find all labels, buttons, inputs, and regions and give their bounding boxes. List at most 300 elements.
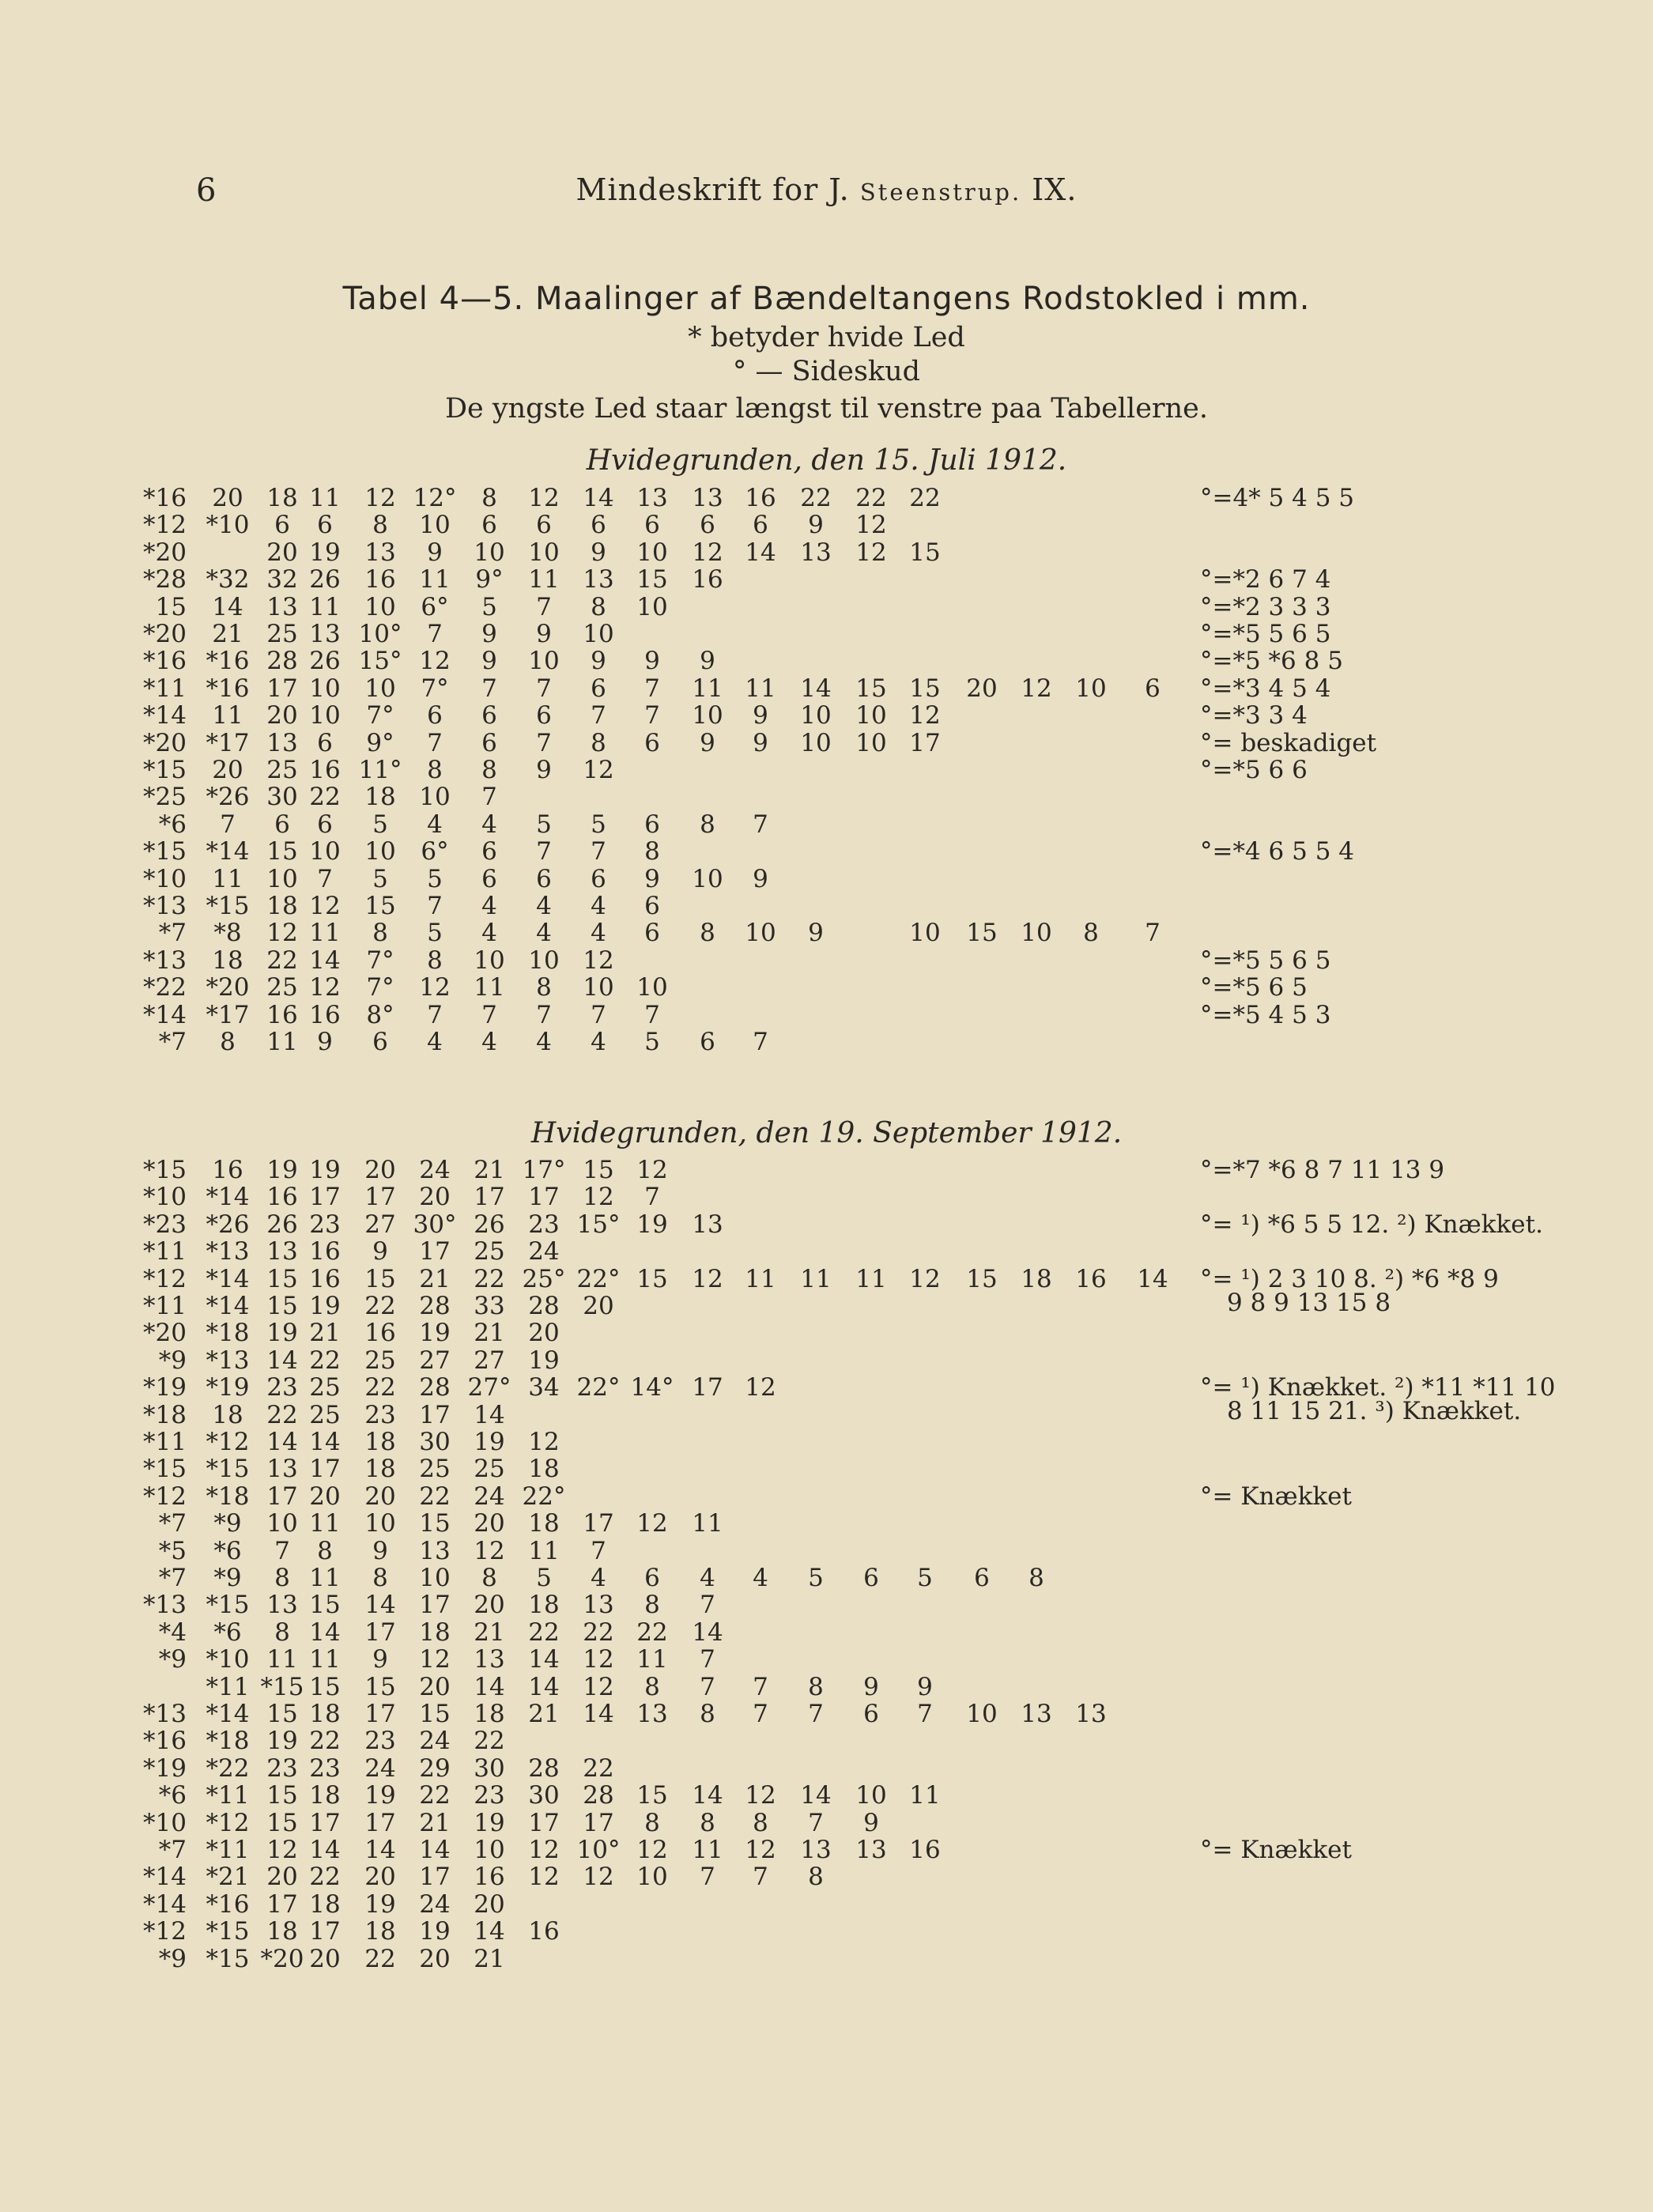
table-cell: 15 (266, 1781, 298, 1810)
table-cell: 23 (364, 1727, 396, 1756)
table-row (0, 1292, 1653, 1320)
table-cell: 20 (583, 1292, 614, 1320)
table-cell: 7 (481, 1000, 497, 1029)
table-cell: 22 (474, 1727, 505, 1756)
table-cell: 7 (753, 1863, 768, 1892)
table-cell: 10 (309, 674, 341, 703)
table-cell: 22 (419, 1482, 451, 1511)
table-cell: 18 (364, 783, 396, 812)
table-cell: 15 (966, 1264, 998, 1293)
table-cell: 12 (583, 1645, 614, 1674)
table-row (0, 729, 1653, 757)
table-cell: 13 (692, 1210, 723, 1239)
table-cell: 20 (212, 484, 243, 512)
table-cell: 10 (909, 919, 941, 948)
table-cell: 7 (427, 728, 443, 757)
table-cell: 7 (536, 674, 552, 703)
table-cell: 11 (266, 1645, 298, 1674)
table-cell: 19 (419, 1917, 451, 1946)
table-cell: 7° (366, 701, 394, 730)
table-cell: 7 (644, 1183, 660, 1212)
table-cell: *22 (143, 973, 187, 1002)
table-cell: *5 (158, 1536, 187, 1565)
table-cell: 11 (474, 973, 505, 1002)
table-cell: 20 (309, 1482, 341, 1511)
table-cell: 12 (1021, 674, 1052, 703)
table-cell: 22 (309, 1727, 341, 1756)
table-cell: 25° (522, 1264, 566, 1293)
side-shoot-note: °= Knækket (1200, 1482, 1352, 1511)
table-cell: 14 (528, 1645, 560, 1674)
table-row (0, 1028, 1653, 1056)
table-cell: 6 (536, 864, 552, 893)
table-row (0, 1863, 1653, 1891)
table-cell: 4 (591, 892, 606, 920)
table-cell: 21 (309, 1319, 341, 1348)
table-cell: 6 (372, 1028, 388, 1056)
table-cell: *13 (143, 946, 187, 975)
table-row (0, 1673, 1653, 1701)
table-cell: 15° (576, 1210, 621, 1239)
table-cell: 26 (309, 647, 341, 676)
table-cell: 10 (364, 1509, 396, 1538)
table-cell: 21 (212, 620, 243, 648)
table-cell: 12 (474, 1536, 505, 1565)
table-cell: 12 (528, 1863, 560, 1892)
table-cell: 8 (591, 728, 606, 757)
table-cell: 11 (909, 1781, 941, 1810)
table-cell: 13 (583, 1591, 614, 1620)
table-cell: *6 (158, 810, 187, 839)
table-cell: 14 (309, 1836, 341, 1864)
table-cell: 8 (1083, 919, 1099, 948)
table-cell: 18 (309, 1781, 341, 1810)
table-cell: 9 (591, 647, 606, 676)
table-cell: 10 (1075, 674, 1107, 703)
table-cell: *10 (143, 864, 187, 893)
table-row (0, 837, 1653, 866)
table-cell: 14 (266, 1428, 298, 1456)
table-cell: 8 (427, 756, 443, 784)
table-cell: 12 (266, 1836, 298, 1864)
table-cell: 16 (212, 1156, 243, 1184)
table-cell: 10 (583, 620, 614, 648)
table-cell: *9 (158, 1645, 187, 1674)
table-cell: 21 (474, 1156, 505, 1184)
table-cell: 21 (474, 1319, 505, 1348)
table-cell: 25 (364, 1346, 396, 1375)
table-cell: 4 (536, 919, 552, 948)
table-cell: 4 (427, 810, 443, 839)
table-cell: 19 (266, 1727, 298, 1756)
table-cell: *18 (206, 1482, 250, 1511)
table-cell: *14 (143, 701, 187, 730)
table-cell: 7 (753, 810, 768, 839)
table-cell: 22 (528, 1617, 560, 1647)
table-cell: 16 (309, 756, 341, 784)
table-cell: 12 (528, 1428, 560, 1456)
table-cell: 12 (745, 1781, 776, 1810)
table-cell: 12 (909, 1264, 941, 1293)
journal-volume: IX. (1032, 172, 1077, 207)
table-cell: 7 (700, 1645, 715, 1674)
table-cell: 19 (528, 1346, 560, 1375)
table-cell: 16 (364, 565, 396, 595)
table-cell: 22° (576, 1264, 621, 1293)
table-cell: 22 (266, 1400, 298, 1429)
table-cell: 17 (474, 1183, 505, 1212)
table-cell: 18 (419, 1617, 451, 1647)
table-cell: 6 (644, 810, 660, 839)
table-cell: 7 (700, 1591, 715, 1620)
table-cell: *16 (206, 1889, 250, 1919)
table-cell: 32 (266, 565, 298, 595)
table-cell: 21 (528, 1700, 560, 1728)
table-cell: 11 (528, 565, 560, 595)
table-cell: *12 (143, 1482, 187, 1511)
table-cell: *11 (206, 1836, 250, 1864)
table-cell: 17 (364, 1700, 396, 1728)
table-cell: 5 (917, 1564, 933, 1592)
table-cell: 10 (855, 701, 887, 730)
table-cell: *26 (206, 783, 250, 812)
table-cell: 7 (808, 1700, 824, 1728)
table-cell: 8 (808, 1863, 824, 1892)
table-cell: 12 (583, 756, 614, 784)
table-cell: *9 (158, 1346, 187, 1375)
table-cell: 23 (528, 1210, 560, 1239)
table-cell: 7 (700, 1863, 715, 1892)
table-cell: 13 (266, 1455, 298, 1484)
table-cell: 12 (364, 484, 396, 512)
table-cell: *22 (206, 1753, 250, 1783)
table-cell: *6 (213, 1536, 242, 1565)
table-cell: 11 (636, 1645, 668, 1674)
table-cell: 10 (309, 837, 341, 866)
table-cell: 7 (536, 592, 552, 621)
table-cell: 8 (481, 484, 497, 512)
table-cell: 21 (474, 1944, 505, 1973)
table-cell: 16 (528, 1917, 560, 1946)
table-cell: *18 (206, 1727, 250, 1756)
table-cell: 14 (583, 1700, 614, 1728)
table-cell: 7 (644, 674, 660, 703)
table-cell: 28 (419, 1292, 451, 1320)
table-row (0, 484, 1653, 512)
table-cell: 10 (636, 538, 668, 567)
table-cell: *10 (206, 1645, 250, 1674)
table-cell: 8 (481, 1564, 497, 1592)
table-cell: 13 (309, 620, 341, 648)
table-cell: 7 (427, 892, 443, 920)
table-cell: 6° (421, 592, 449, 621)
table-cell: 11 (309, 484, 341, 512)
table-cell: 17 (364, 1617, 396, 1647)
table-cell: *7 (158, 1564, 187, 1592)
table-cell: 6 (427, 701, 443, 730)
table-cell: 10 (528, 647, 560, 676)
table-cell: 22 (364, 1373, 396, 1402)
table-cell: *18 (206, 1319, 250, 1348)
side-shoot-note: °= beskadiget (1200, 728, 1377, 757)
table-cell: 20 (364, 1156, 396, 1184)
table-cell: 22 (583, 1753, 614, 1783)
table-cell: 9 (808, 919, 824, 948)
table-cell: 9 (700, 647, 715, 676)
table-cell: *18 (143, 1400, 187, 1429)
table-cell: 8 (427, 946, 443, 975)
table-row (0, 1781, 1653, 1810)
table-row (0, 1809, 1653, 1837)
table-cell: 9 (753, 728, 768, 757)
table-cell: 13 (692, 484, 723, 512)
table-cell: 12 (583, 946, 614, 975)
table-cell: 17 (909, 728, 941, 757)
table-cell: 10 (800, 701, 832, 730)
side-shoot-note-line2: 9 8 9 13 15 8 (1227, 1288, 1391, 1317)
table-cell: 14 (309, 1617, 341, 1647)
table-cell: 25 (309, 1400, 341, 1429)
table-cell: 10 (1021, 919, 1052, 948)
table-cell: 6 (274, 511, 290, 540)
journal-name: Mindeskrift for J. (576, 172, 850, 207)
table-cell: 12 (583, 1183, 614, 1212)
table-cell: 22 (364, 1292, 396, 1320)
table-cell: 7 (591, 1536, 606, 1565)
section-title: Hvidegrunden, den 19. September 1912. (530, 1117, 1123, 1149)
table-cell: 12 (636, 1836, 668, 1864)
table-cell: 18 (364, 1428, 396, 1456)
table-cell: 10 (419, 783, 451, 812)
table-cell: 27 (474, 1346, 505, 1375)
table-cell: 10 (692, 864, 723, 893)
table-row (0, 1591, 1653, 1619)
table-cell: 7 (1145, 919, 1160, 948)
table-cell: 4 (481, 919, 497, 948)
table-cell: 11 (419, 565, 451, 595)
table-cell: 4 (481, 1028, 497, 1056)
table-cell: 10 (364, 837, 396, 866)
table-cell: 5 (427, 919, 443, 948)
table-cell: *20 (143, 728, 187, 757)
table-cell: *17 (206, 1000, 250, 1029)
table-cell: 17 (309, 1917, 341, 1946)
table-cell: 12 (692, 1264, 723, 1293)
table-cell: 15 (364, 1672, 396, 1701)
table-row (0, 1890, 1653, 1919)
table-cell: 7 (753, 1672, 768, 1701)
table-cell: 7 (644, 1000, 660, 1029)
table-cell: *14 (206, 1700, 250, 1728)
table-cell: 18 (266, 484, 298, 512)
table-cell: 12 (855, 538, 887, 567)
table-cell: 6 (644, 1564, 660, 1592)
table-row (0, 973, 1653, 1002)
table-cell: 14 (474, 1917, 505, 1946)
table-cell: 4 (536, 892, 552, 920)
table-cell: 12 (419, 647, 451, 676)
table-cell: 17 (692, 1373, 723, 1402)
table-cell: 12 (583, 1672, 614, 1701)
side-shoot-note: °= Knækket (1200, 1836, 1352, 1864)
table-cell: 5 (427, 864, 443, 893)
table-cell: *13 (143, 1700, 187, 1728)
table-row (0, 1945, 1653, 1973)
table-row (0, 1183, 1653, 1211)
table-cell: 7 (753, 1028, 768, 1056)
table-cell: 14 (528, 1672, 560, 1701)
table-cell: 20 (266, 1863, 298, 1892)
table-cell: 13 (800, 538, 832, 567)
table-cell: 29 (419, 1753, 451, 1783)
table-cell: 18 (212, 946, 243, 975)
table-cell: 22 (309, 1346, 341, 1375)
table-cell: 13 (636, 484, 668, 512)
table-cell: 15 (636, 1781, 668, 1810)
table-cell: *7 (158, 1028, 187, 1056)
table-cell: 18 (266, 1917, 298, 1946)
table-cell: 15 (909, 538, 941, 567)
table-cell: 30° (413, 1210, 457, 1239)
table-cell: 12 (528, 484, 560, 512)
table-row (0, 1727, 1653, 1755)
table-row (0, 1917, 1653, 1946)
table-row (0, 511, 1653, 539)
table-row (0, 1455, 1653, 1483)
table-cell: *19 (206, 1373, 250, 1402)
table-cell: *20 (206, 973, 250, 1002)
table-cell: 7 (753, 1700, 768, 1728)
table-cell: 7 (591, 1000, 606, 1029)
table-row (0, 810, 1653, 839)
table-cell: *4 (158, 1617, 187, 1647)
table-cell: 15 (583, 1156, 614, 1184)
table-row (0, 1645, 1653, 1674)
table-cell: 9 (591, 538, 606, 567)
table-cell: 25 (309, 1373, 341, 1402)
table-cell: 11 (800, 1264, 832, 1293)
table-cell: 6 (863, 1700, 879, 1728)
table-cell: *14 (143, 1863, 187, 1892)
table-cell: 15 (309, 1591, 341, 1620)
table-cell: 13 (636, 1700, 668, 1728)
table-cell: 7 (481, 674, 497, 703)
table-cell: *11 (143, 1237, 187, 1266)
table-cell: 6 (591, 674, 606, 703)
table-cell: 11 (692, 1509, 723, 1538)
table-row (0, 565, 1653, 594)
table-cell: 12 (855, 511, 887, 540)
legend-side-shoot: ° — Sideskud (732, 356, 921, 387)
table-cell: 9 (753, 864, 768, 893)
table-cell: 11 (212, 701, 243, 730)
table-cell: 10 (474, 946, 505, 975)
table-cell: 10 (855, 728, 887, 757)
table-cell: 15 (364, 1264, 396, 1293)
table-cell: 20 (364, 1482, 396, 1511)
table-cell: 23 (266, 1753, 298, 1783)
table-cell: 10 (855, 1781, 887, 1810)
table-row (0, 892, 1653, 920)
side-shoot-note: °=*5 6 6 (1200, 756, 1308, 784)
table-cell: 14 (800, 1781, 832, 1810)
table-cell: 14 (692, 1781, 723, 1810)
table-row (0, 1564, 1653, 1592)
table-cell: 11 (745, 1264, 776, 1293)
table-cell: 4 (591, 919, 606, 948)
table-cell: 25 (266, 973, 298, 1002)
table-cell: 6° (421, 837, 449, 866)
table-cell: 6 (863, 1564, 879, 1592)
table-cell: 7 (427, 620, 443, 648)
table-cell: 12 (636, 1509, 668, 1538)
table-cell: 10 (966, 1700, 998, 1728)
table-cell: 14 (309, 1428, 341, 1456)
table-row (0, 1482, 1653, 1511)
table-cell: 9 (644, 647, 660, 676)
table-cell: 20 (474, 1591, 505, 1620)
table-row (0, 701, 1653, 730)
running-header (0, 172, 1653, 212)
table-cell: 12 (309, 973, 341, 1002)
table-cell: 6 (700, 1028, 715, 1056)
table-cell: 6 (536, 701, 552, 730)
table-cell: 12 (909, 701, 941, 730)
table-cell: 11 (745, 674, 776, 703)
table-cell: 14 (692, 1617, 723, 1647)
table-cell: 6 (317, 810, 333, 839)
table-cell: 9 (372, 1536, 388, 1565)
table-cell: 18 (309, 1889, 341, 1919)
table-cell: 7 (591, 701, 606, 730)
table-cell: 10 (419, 511, 451, 540)
table-cell: 14° (630, 1373, 674, 1402)
table-row (0, 1754, 1653, 1783)
table-cell: *6 (158, 1781, 187, 1810)
table-cell: *15 (206, 892, 250, 920)
table-cell: 9° (366, 728, 394, 757)
table-cell: 6 (974, 1564, 990, 1592)
table-cell: 15 (266, 1292, 298, 1320)
table-cell: 6 (644, 919, 660, 948)
table-cell: 16 (266, 1000, 298, 1029)
table-cell: 7 (917, 1700, 933, 1728)
side-shoot-note: °=*7 *6 8 7 11 13 9 (1200, 1156, 1445, 1184)
table-cell: *20 (143, 538, 187, 567)
table-row (0, 1700, 1653, 1728)
table-cell: 8° (366, 1000, 394, 1029)
table-cell: 17 (419, 1863, 451, 1892)
table-cell: 10 (745, 919, 776, 948)
table-cell: 20 (474, 1509, 505, 1538)
table-cell: *14 (143, 1889, 187, 1919)
table-cell: *11 (143, 1292, 187, 1320)
table-cell: 9 (536, 620, 552, 648)
table-cell: *14 (206, 1183, 250, 1212)
table-cell: 5 (808, 1564, 824, 1592)
table-cell: *16 (143, 647, 187, 676)
table-cell: 13 (419, 1536, 451, 1565)
table-cell: *9 (158, 1944, 187, 1973)
table-cell: 7 (536, 728, 552, 757)
table-cell: *13 (143, 892, 187, 920)
table-cell: 6 (481, 511, 497, 540)
page-number: 6 (196, 172, 217, 209)
table-cell: 18 (309, 1700, 341, 1728)
table-cell: 24 (474, 1482, 505, 1511)
table-cell: 13 (583, 565, 614, 595)
table-cell: 11 (855, 1264, 887, 1293)
